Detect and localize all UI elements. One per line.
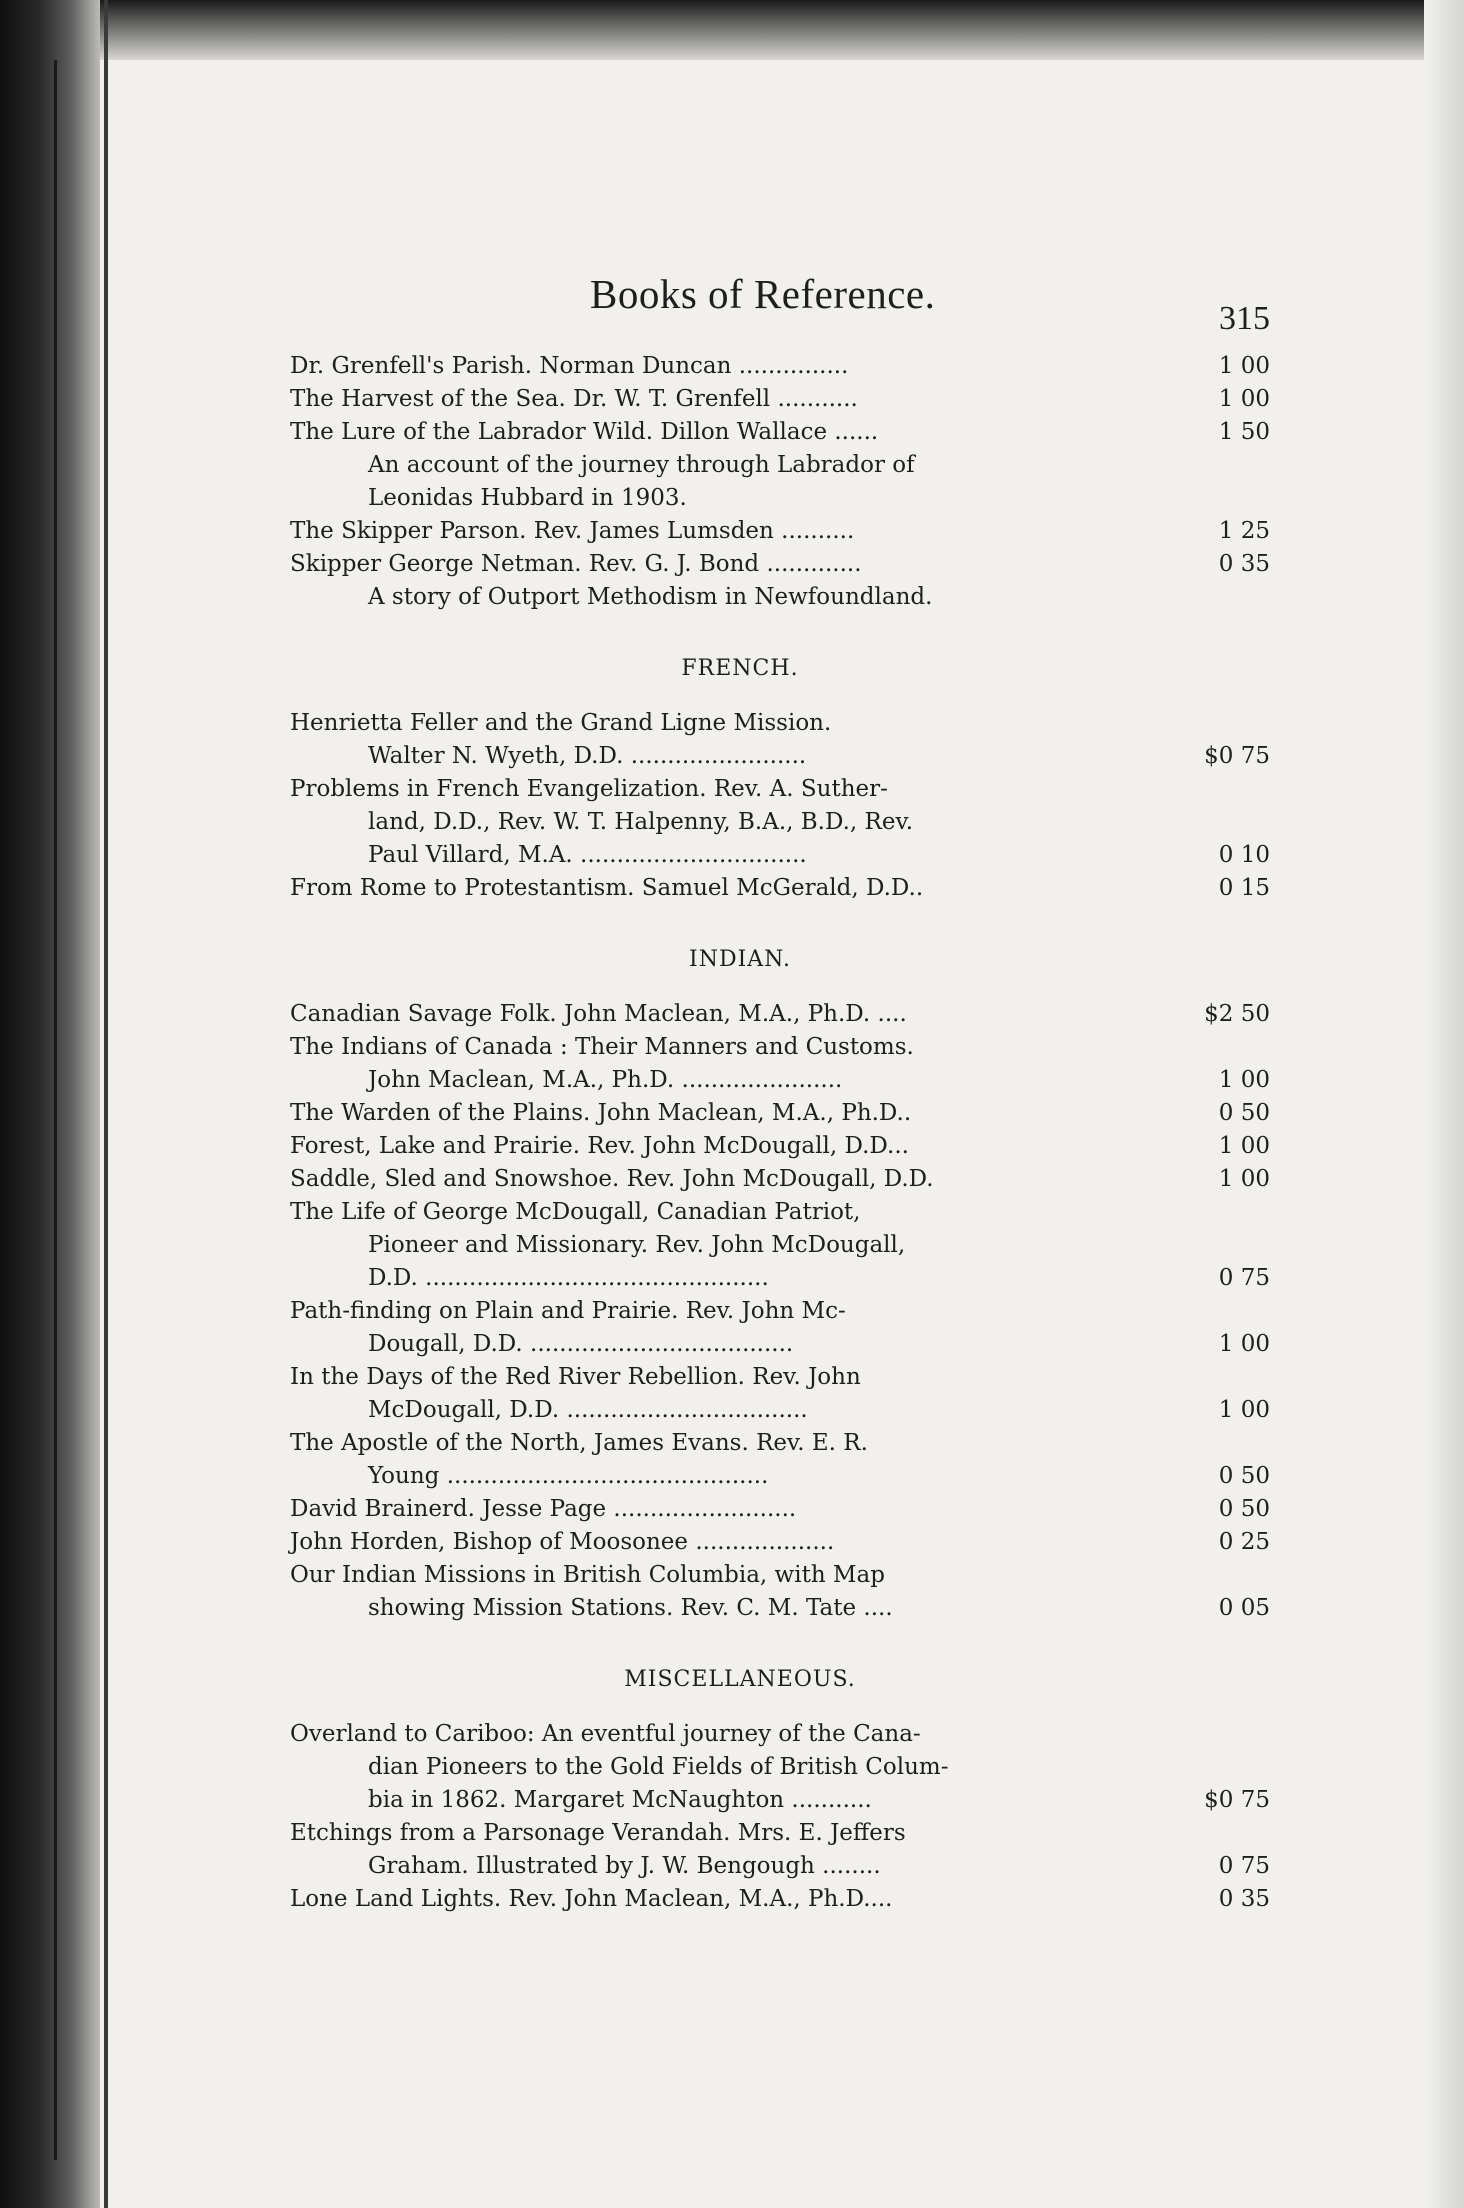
book-price: 0 15 — [1218, 875, 1270, 901]
book-price: 1 00 — [1218, 1331, 1270, 1357]
book-price: 1 00 — [1218, 1166, 1270, 1192]
book-entry — [290, 1427, 1270, 1493]
book-title-line: The Harvest of the Sea. Dr. W. T. Grenfell ........... — [290, 386, 858, 412]
book-entry — [290, 1718, 1270, 1817]
book-title-line: Graham. Illustrated by J. W. Bengough ........ — [368, 1853, 881, 1879]
book-entry — [290, 383, 1270, 416]
book-price: $0 75 — [1204, 743, 1270, 769]
book-title-block — [290, 416, 1160, 449]
book-title-block — [290, 1718, 1160, 1817]
book-title-block — [290, 1817, 1160, 1883]
book-entry — [290, 707, 1270, 773]
book-title-line: John Horden, Bishop of Moosonee ................... — [290, 1529, 835, 1555]
book-price: 0 25 — [1218, 1529, 1270, 1555]
book-title-block — [290, 1559, 1160, 1625]
book-price: 1 00 — [1218, 1397, 1270, 1423]
book-description-line: An account of the journey through Labrador of — [368, 452, 915, 478]
book-title-block — [290, 548, 1160, 581]
running-title: Books of Reference. — [590, 271, 936, 317]
book-price: 0 10 — [1218, 842, 1270, 868]
book-title-block — [290, 1493, 1160, 1526]
book-title-line: Canadian Savage Folk. John Maclean, M.A., Ph.D. .... — [290, 1001, 907, 1027]
book-price: $2 50 — [1204, 1001, 1270, 1027]
book-title-line: John Maclean, M.A., Ph.D. ...................... — [368, 1067, 843, 1093]
book-entry — [290, 1130, 1270, 1163]
book-price: 1 00 — [1218, 386, 1270, 412]
book-entry — [290, 1097, 1270, 1130]
page-shade — [1424, 0, 1464, 2208]
book-title-line: dian Pioneers to the Gold Fields of British Colum- — [368, 1754, 949, 1780]
book-title-line: Overland to Cariboo: An eventful journey of the Cana- — [290, 1721, 921, 1747]
book-title-line: Problems in French Evangelization. Rev. A. Suther- — [290, 776, 888, 802]
book-title-line: land, D.D., Rev. W. T. Halpenny, B.A., B.D., Rev. — [368, 809, 914, 835]
book-title-block — [290, 1196, 1160, 1295]
book-title-block — [290, 1295, 1160, 1361]
book-price: 1 00 — [1218, 1067, 1270, 1093]
book-title-block — [290, 1031, 1160, 1097]
book-price: 1 50 — [1218, 419, 1270, 445]
book-title-line: Saddle, Sled and Snowshoe. Rev. John McDougall, D.D. — [290, 1166, 934, 1192]
book-entry — [290, 515, 1270, 548]
book-title-block — [290, 872, 1160, 905]
book-title-line: Skipper George Netman. Rev. G. J. Bond ............. — [290, 551, 862, 577]
book-price: $0 75 — [1204, 1787, 1270, 1813]
book-description-line: A story of Outport Methodism in Newfoundland. — [368, 584, 933, 610]
book-price: 1 00 — [1218, 1133, 1270, 1159]
book-entry — [290, 773, 1270, 872]
book-title-line: Pioneer and Missionary. Rev. John McDougall, — [368, 1232, 906, 1258]
book-price: 0 50 — [1218, 1100, 1270, 1126]
book-title-block — [290, 1163, 1160, 1196]
binding-line — [54, 60, 57, 2160]
book-title-line: Dr. Grenfell's Parish. Norman Duncan ............... — [290, 353, 849, 379]
book-price: 0 50 — [1218, 1496, 1270, 1522]
book-entry — [290, 1526, 1270, 1559]
book-title-line: Henrietta Feller and the Grand Ligne Mission. — [290, 710, 832, 736]
book-title-line: Walter N. Wyeth, D.D. ........................ — [368, 743, 807, 769]
book-entry — [290, 1361, 1270, 1427]
book-title-line: Our Indian Missions in British Columbia, with Map — [290, 1562, 885, 1588]
book-entry — [290, 1559, 1270, 1625]
book-title-line: Path-finding on Plain and Prairie. Rev. John Mc- — [290, 1298, 846, 1324]
book-price: 1 25 — [1218, 518, 1270, 544]
book-title-block — [290, 998, 1160, 1031]
book-title-line: showing Mission Stations. Rev. C. M. Tate .... — [368, 1595, 893, 1621]
binding-line — [104, 0, 108, 2208]
top-shadow — [0, 0, 1464, 60]
book-entry — [290, 1817, 1270, 1883]
book-title-block — [290, 1130, 1160, 1163]
book-title-line: Young ............................................ — [368, 1463, 769, 1489]
book-price: 1 00 — [1218, 353, 1270, 379]
book-price: 0 75 — [1218, 1853, 1270, 1879]
section-heading: FRENCH. — [681, 656, 799, 681]
book-title-block — [290, 515, 1160, 548]
book-entry — [290, 1295, 1270, 1361]
book-title-line: Forest, Lake and Prairie. Rev. John McDougall, D.D... — [290, 1133, 909, 1159]
page-header — [290, 260, 1270, 350]
binding-edge — [0, 0, 100, 2208]
book-list — [290, 350, 1270, 1916]
book-title-line: McDougall, D.D. ................................. — [368, 1397, 808, 1423]
book-title-block — [290, 350, 1160, 383]
section-heading: INDIAN. — [689, 947, 791, 972]
book-title-line: Paul Villard, M.A. ............................... — [368, 842, 807, 868]
book-entry — [290, 1883, 1270, 1916]
book-title-line: David Brainerd. Jesse Page ......................... — [290, 1496, 797, 1522]
book-price: 0 75 — [1218, 1265, 1270, 1291]
book-title-line: Dougall, D.D. .................................... — [368, 1331, 794, 1357]
book-entry — [290, 1163, 1270, 1196]
book-entry — [290, 1493, 1270, 1526]
book-title-line: Etchings from a Parsonage Verandah. Mrs. E. Jeffers — [290, 1820, 906, 1846]
book-title-block — [290, 773, 1160, 872]
book-title-line: The Lure of the Labrador Wild. Dillon Wallace ...... — [290, 419, 879, 445]
book-price: 0 50 — [1218, 1463, 1270, 1489]
book-title-line: The Skipper Parson. Rev. James Lumsden .......... — [290, 518, 855, 544]
book-title-block — [290, 1526, 1160, 1559]
page-content — [290, 260, 1270, 1916]
book-entry — [290, 548, 1270, 581]
book-title-line: bia in 1862. Margaret McNaughton ........... — [368, 1787, 872, 1813]
book-title-line: D.D. ............................................... — [368, 1265, 769, 1291]
book-title-line: From Rome to Protestantism. Samuel McGerald, D.D.. — [290, 875, 924, 901]
book-entry — [290, 1196, 1270, 1295]
book-price: 0 35 — [1218, 1886, 1270, 1912]
book-title-block — [290, 707, 1160, 773]
book-title-block — [290, 1361, 1160, 1427]
book-title-line: The Life of George McDougall, Canadian Patriot, — [290, 1199, 861, 1225]
book-entry — [290, 1031, 1270, 1097]
book-entry — [290, 872, 1270, 905]
book-price: 0 05 — [1218, 1595, 1270, 1621]
book-title-line: In the Days of the Red River Rebellion. Rev. John — [290, 1364, 861, 1390]
book-entry — [290, 350, 1270, 383]
book-title-block — [290, 1883, 1160, 1916]
book-entry — [290, 998, 1270, 1031]
book-title-block — [290, 1427, 1160, 1493]
book-title-line: The Apostle of the North, James Evans. Rev. E. R. — [290, 1430, 868, 1456]
book-title-block — [290, 383, 1160, 416]
book-description-line: Leonidas Hubbard in 1903. — [368, 485, 687, 511]
book-title-line: The Warden of the Plains. John Maclean, M.A., Ph.D.. — [290, 1100, 912, 1126]
book-entry — [290, 416, 1270, 449]
book-title-line: Lone Land Lights. Rev. John Maclean, M.A., Ph.D.... — [290, 1886, 893, 1912]
section-heading: MISCELLANEOUS. — [624, 1667, 856, 1692]
book-price: 0 35 — [1218, 551, 1270, 577]
book-title-line: The Indians of Canada : Their Manners and Customs. — [290, 1034, 914, 1060]
book-title-block — [290, 1097, 1160, 1130]
page-number: 315 — [1219, 300, 1270, 337]
